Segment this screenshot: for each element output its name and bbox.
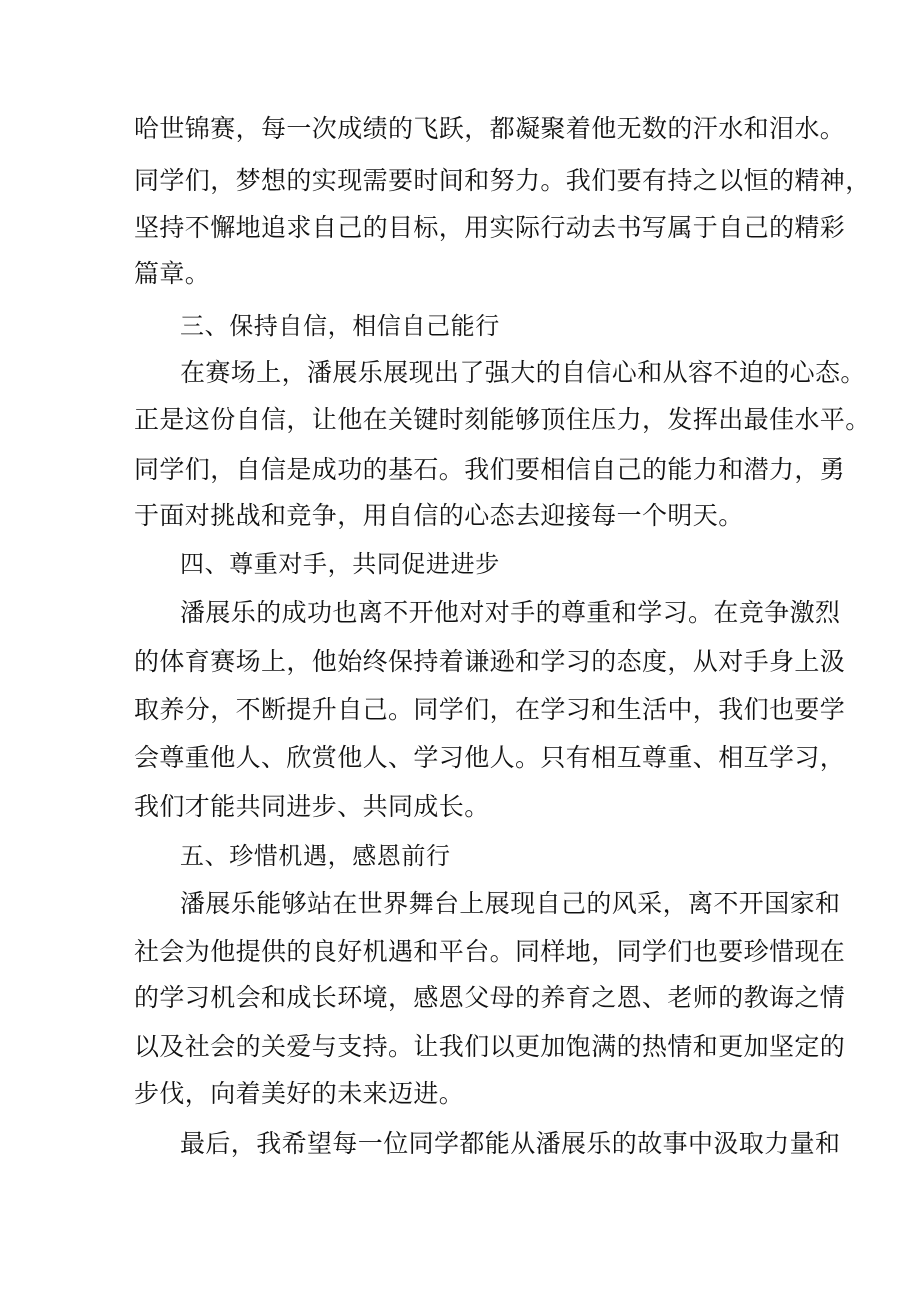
- paragraph-line: 以及社会的关爱与支持。让我们以更加饱满的热情和更加坚定的: [134, 1032, 846, 1061]
- paragraph-line: 取养分，不断提升自己。同学们，在学习和生活中，我们也要学: [134, 695, 846, 724]
- paragraph-line: 的体育赛场上，他始终保持着谦逊和学习的态度，从对手身上汲: [134, 647, 846, 676]
- paragraph-line: 的学习机会和成长环境，感恩父母的养育之恩、老师的教诲之情: [134, 983, 846, 1012]
- section-heading-5: 五、珍惜机遇，感恩前行: [180, 842, 451, 870]
- section-heading-3: 三、保持自信，相信自己能行: [180, 312, 500, 340]
- paragraph-line: 潘展乐能够站在世界舞台上展现自己的风采，离不开国家和: [180, 889, 841, 918]
- paragraph-line: 篇章。: [134, 259, 211, 288]
- paragraph-line: 步伐，向着美好的未来迈进。: [134, 1079, 465, 1108]
- paragraph-line: 坚持不懈地追求自己的目标，用实际行动去书写属于自己的精彩: [134, 213, 846, 242]
- paragraph-line: 会尊重他人、欣赏他人、学习他人。只有相互尊重、相互学习，: [134, 743, 846, 772]
- paragraph-line: 最后，我希望每一位同学都能从潘展乐的故事中汲取力量和: [180, 1129, 841, 1158]
- paragraph-line: 我们才能共同进步、共同成长。: [134, 792, 490, 821]
- paragraph-line: 在赛场上，潘展乐展现出了强大的自信心和从容不迫的心态。: [180, 358, 866, 387]
- paragraph-line: 同学们，自信是成功的基石。我们要相信自己的能力和潜力，勇: [134, 455, 846, 484]
- paragraph-line: 哈世锦赛，每一次成绩的飞跃，都凝聚着他无数的汗水和泪水。: [134, 114, 846, 143]
- paragraph-line: 同学们，梦想的实现需要时间和努力。我们要有持之以恒的精神，: [134, 166, 871, 195]
- section-heading-4: 四、尊重对手，共同促进进步: [180, 550, 500, 578]
- paragraph-line: 正是这份自信，让他在关键时刻能够顶住压力，发挥出最佳水平。: [134, 405, 871, 434]
- paragraph-line: 潘展乐的成功也离不开他对对手的尊重和学习。在竞争激烈: [180, 598, 841, 627]
- paragraph-line: 于面对挑战和竞争，用自信的心态去迎接每一个明天。: [134, 501, 744, 530]
- paragraph-line: 社会为他提供的良好机遇和平台。同样地，同学们也要珍惜现在: [134, 937, 846, 966]
